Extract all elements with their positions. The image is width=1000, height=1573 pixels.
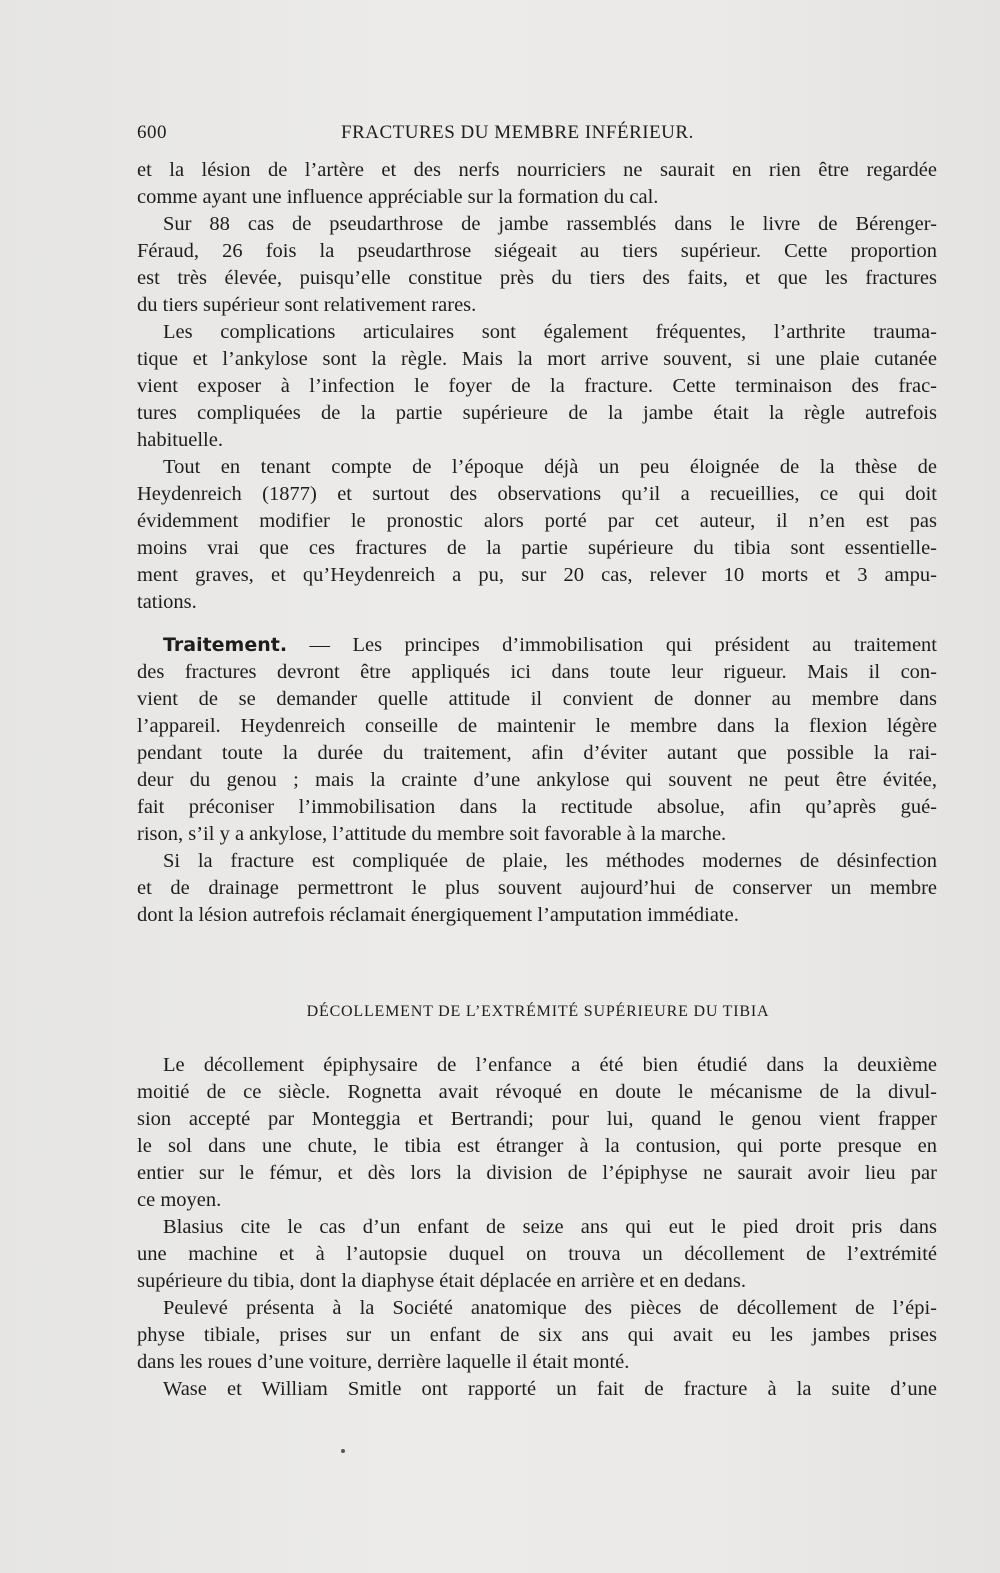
text-line: tures compliquées de la partie supérieure de la jambe était la règle autrefois [137, 402, 937, 424]
text-line: et la lésion de l’artère et des nerfs nourriciers ne saurait en rien être regardée [137, 159, 937, 181]
text-line: Peulevé présenta à la Société anatomique des pièces de décollement de l’épi- [163, 1297, 937, 1319]
ink-speck [341, 1449, 345, 1453]
text-line: Les complications articulaires sont également fréquentes, l’arthrite trauma- [163, 321, 937, 343]
text-line: dont la lésion autrefois réclamait énergiquement l’amputation immédiate. [137, 904, 739, 926]
text-line: comme ayant une influence appréciable sur la formation du cal. [137, 186, 659, 208]
text-line: ment graves, et qu’Heydenreich a pu, sur 20 cas, relever 10 morts et 3 ampu- [137, 564, 937, 586]
text-line: tations. [137, 591, 197, 613]
text-line: le sol dans une chute, le tibia est étranger à la contusion, qui porte presque en [137, 1135, 937, 1157]
page-number: 600 [137, 122, 167, 143]
treatment-heading: Traitement. [163, 634, 288, 656]
text-line: ce moyen. [137, 1189, 222, 1211]
text-line: dans les roues d’une voiture, derrière laquelle il était monté. [137, 1351, 630, 1373]
page-header [137, 122, 937, 148]
text-line: Tout en tenant compte de l’époque déjà un peu éloignée de la thèse de [163, 456, 937, 478]
text-line: du tiers supérieur sont relativement rares. [137, 294, 477, 316]
text-line: fait préconiser l’immobilisation dans la rectitude absolue, afin qu’après gué- [137, 796, 937, 818]
text-line: Wase et William Smitle ont rapporté un fait de fracture à la suite d’une [163, 1378, 937, 1400]
treatment-section [137, 632, 937, 929]
text-line: une machine et à l’autopsie duquel on trouva un décollement de l’extrémité [137, 1243, 937, 1265]
text-line: sion accepté par Monteggia et Bertrandi; pour lui, quand le genou vient frapper [137, 1108, 937, 1130]
text-line: deur du genou ; mais la crainte d’une ankylose qui souvent ne peut être évitée, [137, 769, 937, 791]
text-line: Si la fracture est compliquée de plaie, les méthodes modernes de désinfection [163, 850, 937, 872]
text-line: vient exposer à l’infection le foyer de la fracture. Cette terminaison des frac- [137, 375, 937, 397]
text-line: l’appareil. Heydenreich conseille de maintenir le membre dans la flexion légère [137, 715, 937, 737]
text-line: supérieure du tibia, dont la diaphyse était déplacée en arrière et en dedans. [137, 1270, 747, 1292]
text-line: Sur 88 cas de pseudarthrose de jambe rassemblés dans le livre de Bérenger- [163, 213, 937, 235]
text-line: Féraud, 26 fois la pseudarthrose siégeait au tiers supérieur. Cette proportion [137, 240, 937, 262]
treatment-first-line [137, 632, 937, 659]
text-line: vient de se demander quelle attitude il convient de donner au membre dans [137, 688, 937, 710]
running-title: FRACTURES DU MEMBRE INFÉRIEUR. [341, 122, 694, 143]
section-title: DÉCOLLEMENT DE L’EXTRÉMITÉ SUPÉRIEURE DU TIBIA [306, 1003, 770, 1020]
text-line: des fractures devront être appliqués ici dans toute leur rigueur. Mais il con- [137, 661, 937, 683]
text-line: évidemment modifier le pronostic alors porté par cet auteur, il n’en est pas [137, 510, 937, 532]
text-line: entier sur le fémur, et dès lors la division de l’épiphyse ne saurait avoir lieu par [137, 1162, 937, 1184]
text-line: pendant toute la durée du traitement, afin d’éviter autant que possible la rai- [137, 742, 937, 764]
text-line: Heydenreich (1877) et surtout des observations qu’il a recueillies, ce qui doit [137, 483, 937, 505]
text-line: habituelle. [137, 429, 223, 451]
text-line: est très élevée, puisqu’elle constitue près du tiers des faits, et que les fractures [137, 267, 937, 289]
body-text-top [137, 157, 937, 616]
text-line: physe tibiale, prises sur un enfant de six ans qui avait eu les jambes prises [137, 1324, 937, 1346]
text-line: et de drainage permettront le plus souvent aujourd’hui de conserver un membre [137, 877, 937, 899]
body-text-bottom [137, 1052, 937, 1403]
text-line: rison, s’il y a ankylose, l’attitude du membre soit favorable à la marche. [137, 823, 727, 845]
text-line: moitié de ce siècle. Rognetta avait révoqué en doute le mécanisme de la divul- [137, 1081, 937, 1103]
treatment-first-line-text: — Les principes d’immobilisation qui président au traitement [287, 634, 937, 656]
text-line: Le décollement épiphysaire de l’enfance a été bien étudié dans la deuxième [163, 1054, 937, 1076]
text-line: tique et l’ankylose sont la règle. Mais la mort arrive souvent, si une plaie cutanée [137, 348, 937, 370]
text-line: moins vrai que ces fractures de la partie supérieure du tibia sont essentielle- [137, 537, 937, 559]
text-line: Blasius cite le cas d’un enfant de seize ans qui eut le pied droit pris dans [163, 1216, 937, 1238]
